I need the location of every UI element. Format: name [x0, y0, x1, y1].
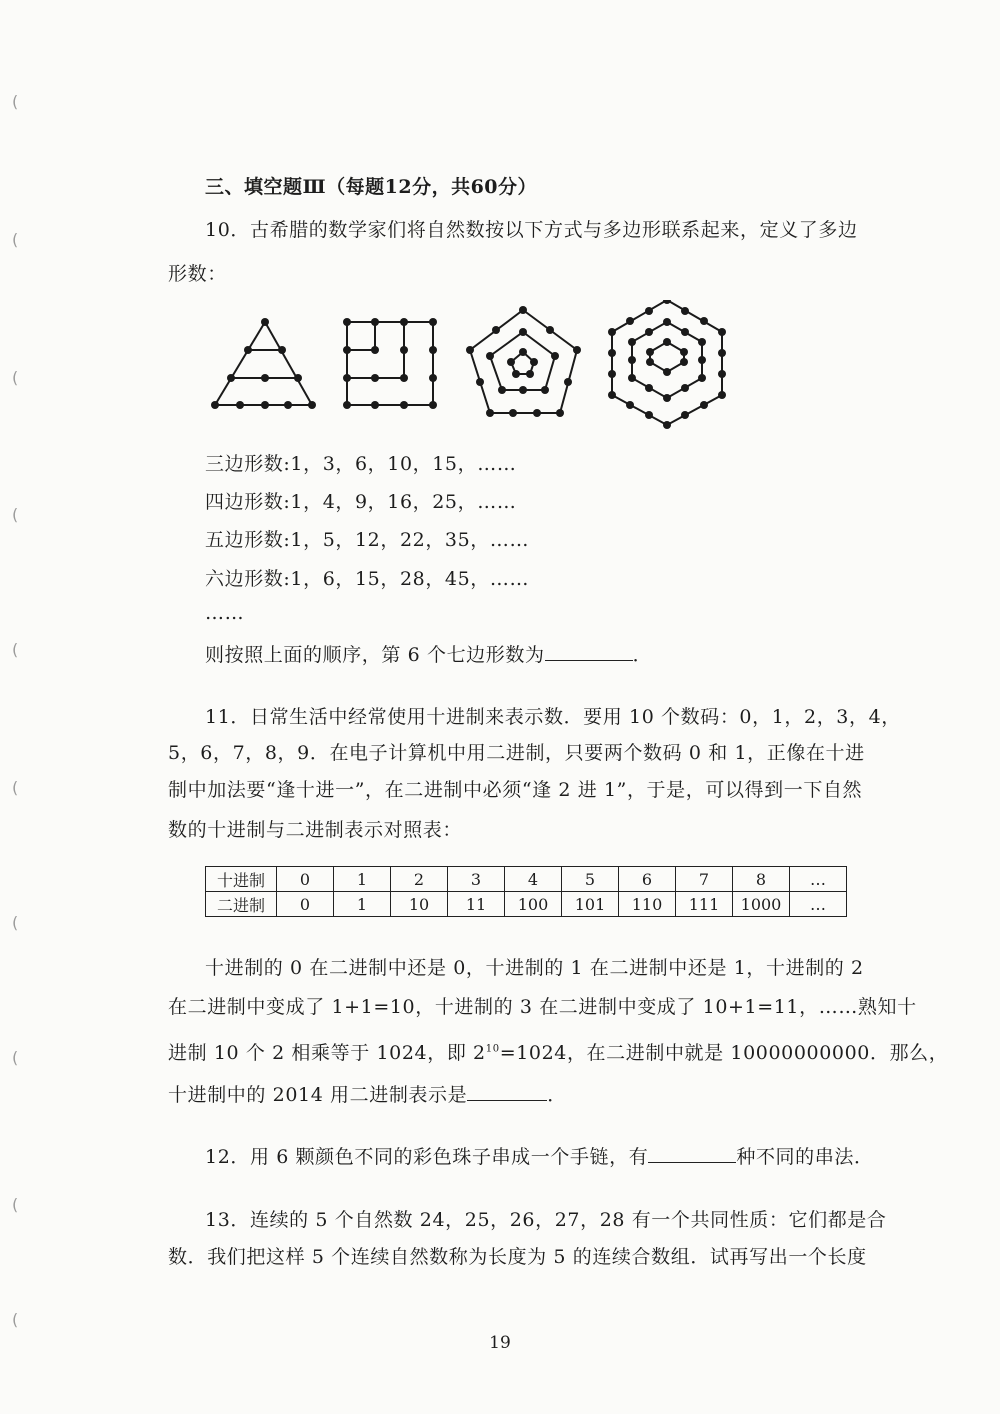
dot: [400, 374, 408, 382]
table-cell: …: [790, 867, 847, 892]
dot: [718, 328, 726, 336]
dot: [698, 338, 706, 346]
dot: [646, 358, 654, 366]
polygonal-number-figures: [200, 300, 740, 440]
dot: [645, 411, 653, 419]
q12: [205, 1142, 874, 1169]
dot: [681, 328, 689, 336]
table-cell: 110: [619, 892, 676, 917]
q11-para-line1: 十进制的 0 在二进制中还是 0，十进制的 1 在二进制中还是 1，十进制的 2: [205, 957, 864, 979]
table-cell: 5: [562, 867, 619, 892]
table-row-binary: [206, 892, 847, 917]
q10-line2: 形数：: [168, 263, 227, 285]
binder-mark: (: [12, 640, 19, 659]
binder-mark: (: [12, 1048, 19, 1067]
dot: [645, 384, 653, 392]
dot: [476, 378, 484, 386]
dot: [498, 386, 506, 394]
q11-line2: 5，6，7，8，9．在电子计算机中用二进制，只要两个数码 0 和 1，正像在十进: [168, 742, 865, 764]
dot: [278, 346, 286, 354]
table-cell: 10: [391, 892, 448, 917]
q11-line3: 制中加法要“逢十进一”，在二进制中必须“逢 2 进 1”，于是，可以得到一下自然: [168, 779, 863, 801]
table-cell: 0: [277, 867, 334, 892]
dot: [261, 401, 269, 409]
dot: [509, 409, 517, 417]
q11-ask-text: 十进制中的 2014 用二进制表示是: [168, 1084, 468, 1106]
dot: [371, 374, 379, 382]
dot: [526, 370, 534, 378]
q13-line2: 数．我们把这样 5 个连续自然数称为长度为 5 的连续合数组．试再写出一个长度: [168, 1246, 867, 1268]
dot: [646, 348, 654, 356]
dot: [718, 370, 726, 378]
q10-line1: 10．古希腊的数学家们将自然数按以下方式与多边形联系起来，定义了多边: [205, 219, 858, 241]
dot: [533, 409, 541, 417]
binder-mark: (: [12, 505, 19, 524]
dot: [236, 401, 244, 409]
dot: [343, 346, 351, 354]
dot: [507, 358, 515, 366]
answer-blank[interactable]: [545, 642, 633, 661]
decimal-binary-table: [205, 866, 847, 917]
dot: [244, 346, 252, 354]
dot: [698, 356, 706, 364]
dot: [400, 401, 408, 409]
square-figure: [347, 322, 433, 405]
dot: [700, 401, 708, 409]
dot: [680, 348, 688, 356]
q12-pre: 12．用 6 颗颜色不同的彩色珠子串成一个手链，有: [205, 1146, 649, 1168]
table-cell: 101: [562, 892, 619, 917]
dot: [626, 401, 634, 409]
dot: [486, 352, 494, 360]
table-cell: 100: [505, 892, 562, 917]
dot: [530, 358, 538, 366]
row-label: 十进制: [206, 867, 277, 892]
dot: [663, 421, 671, 429]
dot: [628, 374, 636, 382]
table-cell: 7: [676, 867, 733, 892]
binder-mark: (: [12, 913, 19, 932]
q11-ask-end: ．: [547, 1084, 567, 1106]
q11-para-line3-a: 进制 10 个 2 相乘等于 1024，即 2: [168, 1042, 486, 1064]
dot: [608, 370, 616, 378]
dot: [284, 401, 292, 409]
row-label: 二进制: [206, 892, 277, 917]
q11-para-line3: [168, 1038, 948, 1065]
dot: [608, 391, 616, 399]
dot: [486, 409, 494, 417]
table-row-decimal: [206, 867, 847, 892]
dot: [429, 401, 437, 409]
dot: [371, 318, 379, 326]
table-cell: 1000: [733, 892, 790, 917]
dot: [698, 374, 706, 382]
dot: [718, 391, 726, 399]
dot: [551, 352, 559, 360]
binder-mark: (: [12, 1195, 19, 1214]
q11-para-line2: 在二进制中变成了 1+1=10，十进制的 3 在二进制中变成了 10+1=11，……熟知十: [168, 996, 917, 1018]
dot: [608, 328, 616, 336]
dot: [645, 307, 653, 315]
binder-mark: (: [12, 230, 19, 249]
table-cell: 2: [391, 867, 448, 892]
q11-line1: 11．日常生活中经常使用十进制来表示数．要用 10 个数码：0，1，2，3，4，: [205, 706, 901, 728]
dot: [626, 317, 634, 325]
answer-blank[interactable]: [648, 1144, 736, 1163]
q10-ask-text: 则按照上面的顺序，第 6 个七边形数为: [205, 644, 545, 666]
table-cell: 1: [334, 892, 391, 917]
dot: [261, 318, 269, 326]
exponent: 10: [485, 1043, 500, 1055]
table-cell: 0: [277, 892, 334, 917]
q11-para-line3-b: =1024，在二进制中就是 10000000000．那么，: [499, 1042, 949, 1064]
dot: [429, 318, 437, 326]
dot: [628, 338, 636, 346]
seq-square: 四边形数:1，4，9，16，25，……: [205, 491, 517, 513]
table-cell: 8: [733, 867, 790, 892]
dot: [519, 306, 527, 314]
dot: [308, 401, 316, 409]
q12-post: 种不同的串法．: [736, 1146, 874, 1168]
binder-mark: (: [12, 1310, 19, 1329]
dot: [294, 374, 302, 382]
dot: [512, 370, 520, 378]
table-cell: 6: [619, 867, 676, 892]
dot: [371, 401, 379, 409]
dot: [645, 328, 653, 336]
table-cell: 11: [448, 892, 505, 917]
section-heading: 三、填空题Ⅲ（每题12分，共60分）: [205, 176, 538, 198]
dot: [663, 318, 671, 326]
dot: [429, 346, 437, 354]
dot: [371, 346, 379, 354]
q11-ask: [168, 1080, 567, 1107]
dot: [608, 349, 616, 357]
seq-triangular: 三边形数:1，3，6，10，15，……: [205, 453, 517, 475]
table-cell: 111: [676, 892, 733, 917]
dot: [680, 358, 688, 366]
dot: [573, 346, 581, 354]
dot: [211, 401, 219, 409]
dot: [343, 401, 351, 409]
table-cell: 1: [334, 867, 391, 892]
dot: [343, 318, 351, 326]
seq-pentagonal: 五边形数:1，5，12，22，35，……: [205, 529, 530, 551]
dot: [700, 317, 708, 325]
binder-mark: (: [12, 778, 19, 797]
q13-line1: 13．连续的 5 个自然数 24，25，26，27，28 有一个共同性质：它们都是合: [205, 1209, 887, 1231]
dot: [628, 356, 636, 364]
seq-ellipsis: ……: [205, 602, 245, 624]
q11-line4: 数的十进制与二进制表示对照表：: [168, 819, 463, 841]
table-cell: 3: [448, 867, 505, 892]
table-cell: 4: [505, 867, 562, 892]
seq-hexagonal: 六边形数:1，6，15，28，45，……: [205, 568, 530, 590]
dot: [564, 378, 572, 386]
q10-ask: [205, 640, 652, 667]
dot: [663, 300, 671, 304]
dot: [681, 307, 689, 315]
dot: [519, 386, 527, 394]
dot: [261, 374, 269, 382]
dot: [466, 346, 474, 354]
pentagon-figure: [470, 310, 577, 413]
triangle-figure: [215, 322, 312, 405]
dot: [519, 328, 527, 336]
dot: [556, 409, 564, 417]
dot: [519, 348, 527, 356]
table-cell: …: [790, 892, 847, 917]
dot: [227, 374, 235, 382]
dot: [663, 368, 671, 376]
dot: [663, 394, 671, 402]
binder-mark: (: [12, 92, 19, 111]
dot: [492, 326, 500, 334]
dot: [718, 349, 726, 357]
dot: [400, 318, 408, 326]
q10-ask-end: ．: [632, 644, 653, 666]
dot: [681, 384, 689, 392]
dot: [681, 411, 689, 419]
dot: [663, 338, 671, 346]
dot: [546, 326, 554, 334]
dot: [400, 346, 408, 354]
dot: [429, 374, 437, 382]
dot: [343, 374, 351, 382]
answer-blank[interactable]: [467, 1082, 547, 1101]
dot: [541, 386, 549, 394]
page-number: 19: [489, 1333, 511, 1353]
binder-mark: (: [12, 368, 19, 387]
